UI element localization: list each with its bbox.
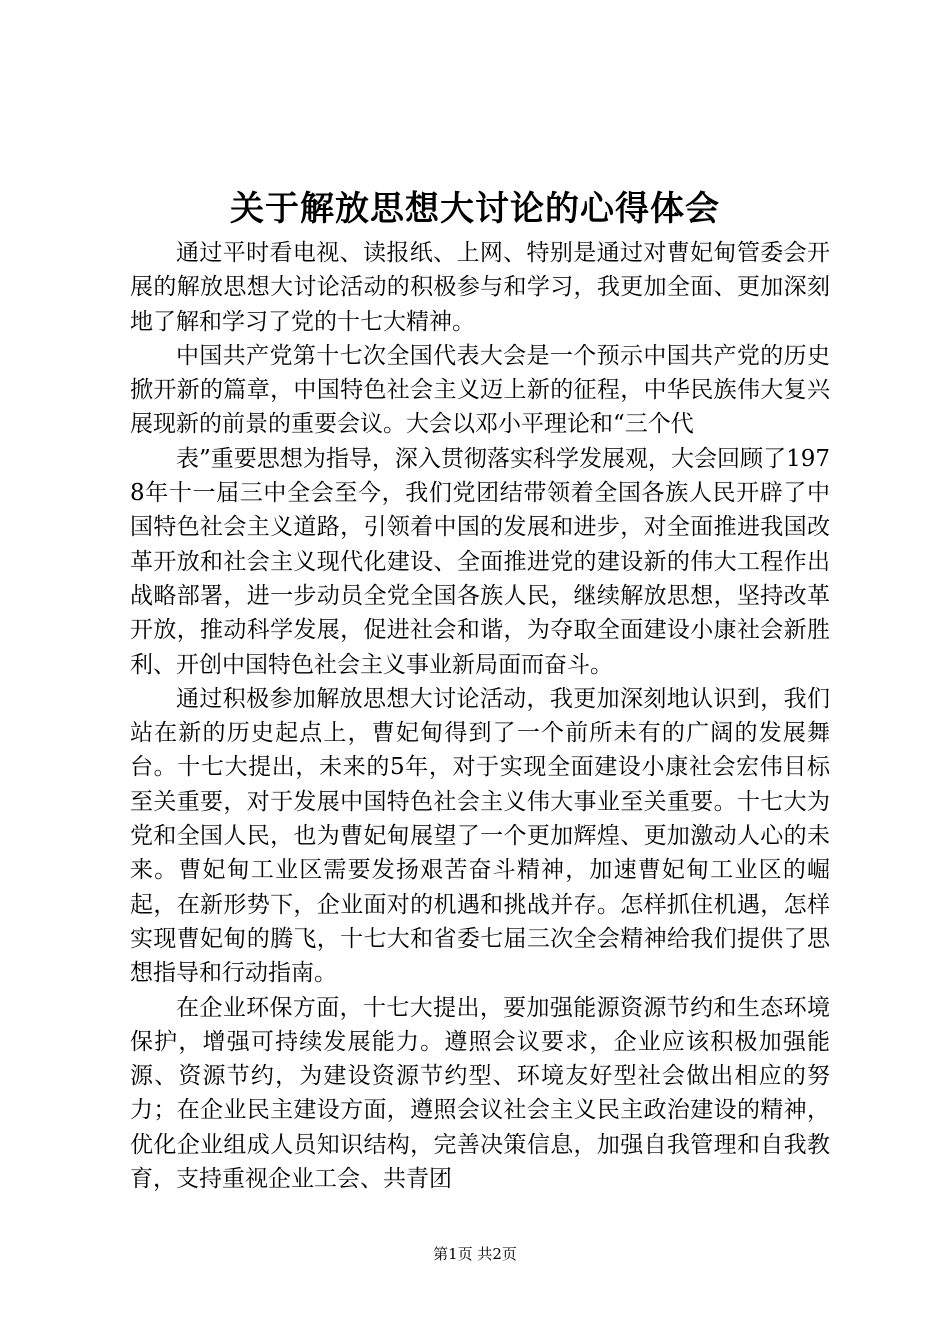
paragraph: 通过平时看电视、读报纸、上网、特别是通过对曹妃甸管委会开展的解放思想大讨论活动的积极参与和学习，我更加全面、更加深刻地了解和学习了党的十七大精神。 <box>130 240 830 335</box>
document-title: 关于解放思想大讨论的心得体会 <box>230 189 720 229</box>
page-footer: 第1页 共2页 <box>433 1245 517 1263</box>
paragraph: 表”重要思想为指导，深入贯彻落实科学发展观，大会回顾了1978年十一届三中全会至今，我们党团结带领着全国各族人民开辟了中国特色社会主义道路，引领着中国的发展和进步，对全面推进我国改革开放和社会主义现代化建设、全面推进党的建设新的伟大工程作出战略部署，进一步动员全党全国各族人民，继续解放思想，坚持改革开放，推动科学发展，促进社会和谐，为夺取全面建设小康社会新胜利、开创中国特色社会主义事业新局面而奋斗。 <box>130 445 830 678</box>
paragraph: 在企业环保方面，十七大提出，要加强能源资源节约和生态环境保护，增强可持续发展能力。遵照会议要求，企业应该积极加强能源、资源节约，为建设资源节约型、环境友好型社会做出相应的努力；在企业民主建设方面，遵照会议社会主义民主政治建设的精神，优化企业组成人员知识结构，完善决策信息，加强自我管理和自我教育，支持重视企业工会、共青团 <box>130 994 830 1193</box>
document-body <box>130 236 830 1196</box>
paragraph: 通过积极参加解放思想大讨论活动，我更加深刻地认识到，我们站在新的历史起点上，曹妃甸得到了一个前所未有的广阔的发展舞台。十七大提出，未来的5年，对于实现全面建设小康社会宏伟目标至关重要，对于发展中国特色社会主义伟大事业至关重要。十七大为党和全国人民，也为曹妃甸展望了一个更加辉煌、更加激动人心的未来。曹妃甸工业区需要发扬艰苦奋斗精神，加速曹妃甸工业区的崛起，在新形势下，企业面对的机遇和挑战并存。怎样抓住机遇，怎样实现曹妃甸的腾飞，十七大和省委七届三次全会精神给我们提供了思想指导和行动指南。 <box>130 685 830 987</box>
paragraph: 中国共产党第十七次全国代表大会是一个预示中国共产党的历史掀开新的篇章，中国特色社会主义迈上新的征程，中华民族伟大复兴展现新的前景的重要会议。大会以邓小平理论和“三个代 <box>130 342 830 438</box>
